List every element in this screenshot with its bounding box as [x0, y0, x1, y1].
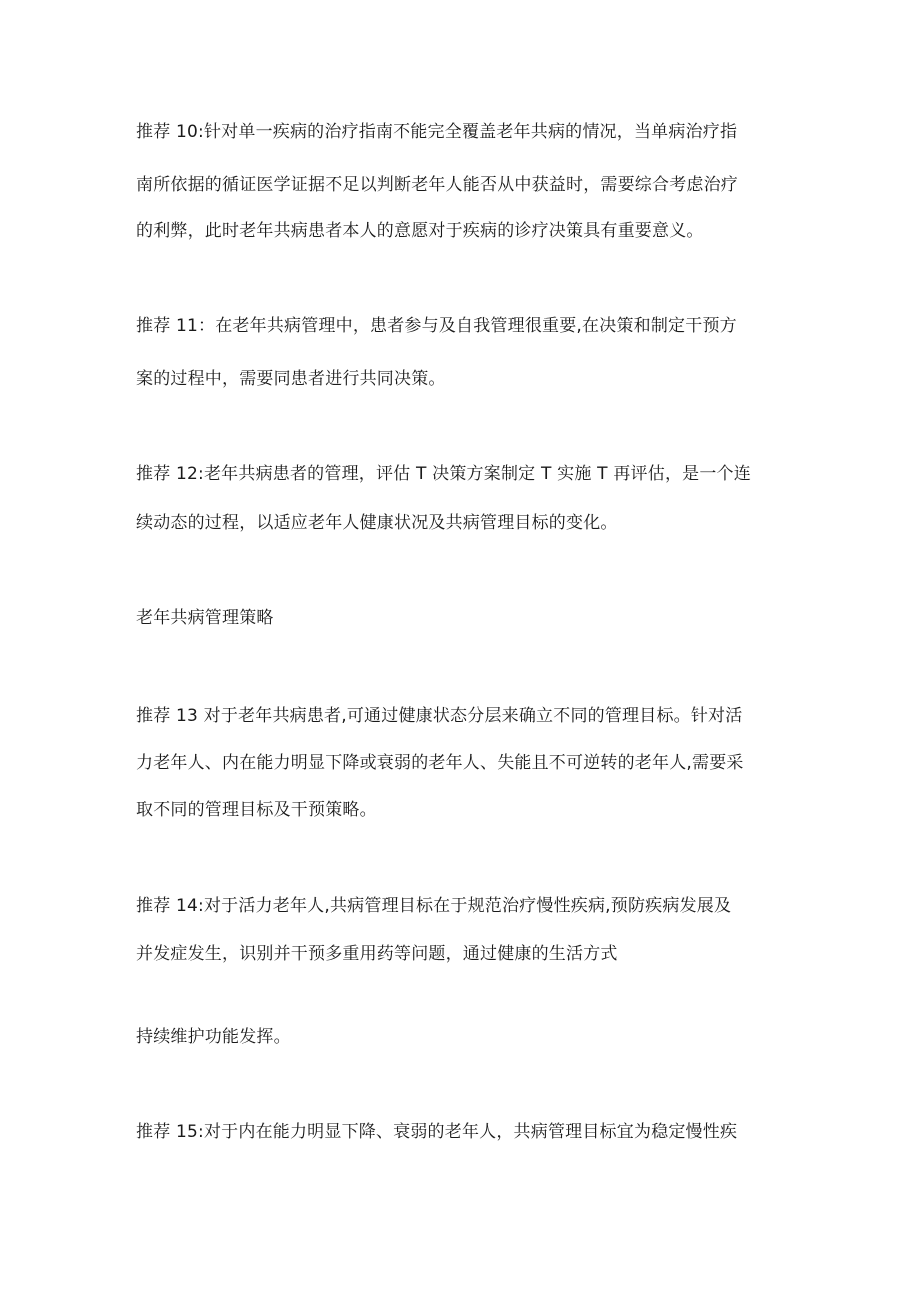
rec13-line-1: 推荐 13 对于老年共病患者,可通过健康状态分层来确立不同的管理目标。针对活	[136, 706, 743, 726]
rec10-line-2: 南所依据的循证医学证据不足以判断老年人能否从中获益时，需要综合考虑治疗	[136, 175, 738, 195]
rec14-continuation: 持续维护功能发挥。	[136, 1027, 291, 1047]
rec12-line-1: 推荐 12:老年共病患者的管理，评估 T 决策方案制定 T 实施 T 再评估，是一个连	[136, 464, 751, 484]
rec14-line-2: 并发症发生，识别并干预多重用药等问题，通过健康的生活方式	[136, 944, 618, 964]
rec10-line-3: 的利弊，此时老年共病患者本人的意愿对于疾病的诊疗决策具有重要意义。	[136, 221, 704, 241]
section-heading: 老年共病管理策略	[136, 608, 274, 628]
rec11-line-1: 推荐 11：在老年共病管理中，患者参与及自我管理很重要,在决策和制定干预方	[136, 316, 737, 336]
rec15-line-1: 推荐 15:对于内在能力明显下降、衰弱的老年人，共病管理目标宜为稳定慢性疾	[136, 1122, 738, 1142]
rec10-line-1: 推荐 10:针对单一疾病的治疗指南不能完全覆盖老年共病的情况，当单病治疗指	[136, 122, 738, 142]
rec12-line-2: 续动态的过程，以适应老年人健康状况及共病管理目标的变化。	[136, 513, 618, 533]
rec13-line-3: 取不同的管理目标及干预策略。	[136, 800, 377, 820]
rec14-line-1: 推荐 14:对于活力老年人,共病管理目标在于规范治疗慢性疾病,预防疾病发展及	[136, 896, 732, 916]
rec11-line-2: 案的过程中，需要同患者进行共同决策。	[136, 369, 446, 389]
rec13-line-2: 力老年人、内在能力明显下降或衰弱的老年人、失能且不可逆转的老年人,需要采	[136, 753, 744, 773]
